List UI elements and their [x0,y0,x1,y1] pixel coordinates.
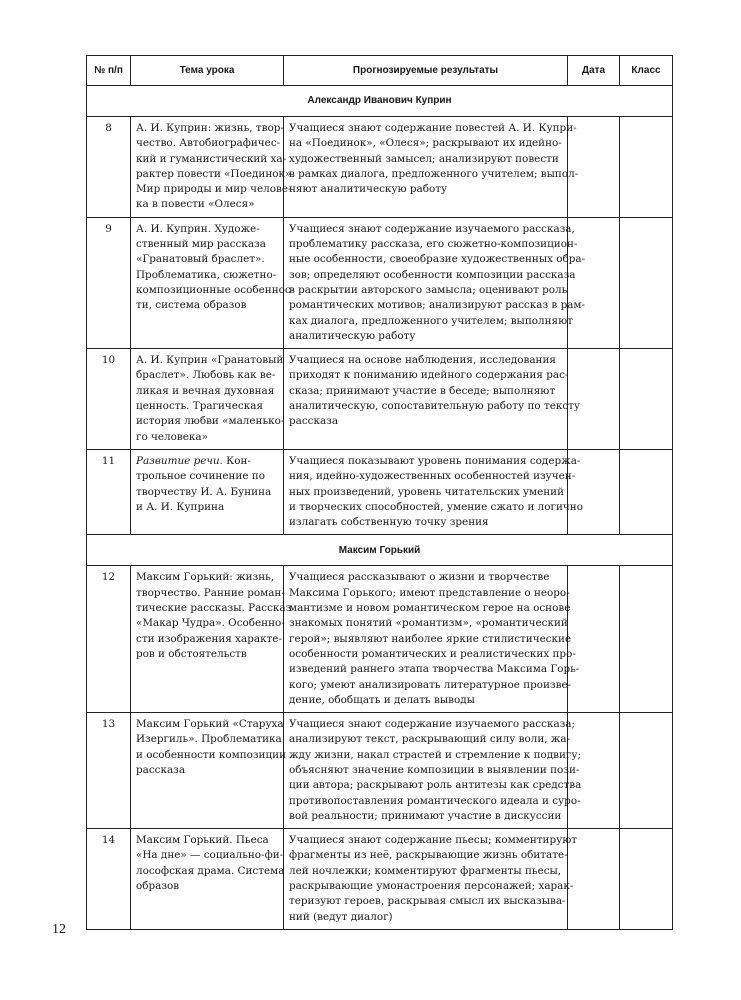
result-line: дение, обобщать и делать выводы [289,693,475,706]
result-line: мантизме и новом романтическом герое на основе [289,602,571,615]
topic-line: браслет». Любовь как ве- [136,369,276,382]
topic-line: «На дне» — социально-фи- [136,849,284,862]
lesson-topic [131,566,292,713]
class-cell [620,449,673,534]
topic-line: Максим Горький: жизнь, [136,571,275,584]
result-line: Учащиеся знают содержание изучаемого рассказа, [289,222,575,235]
topic-line: А. И. Куприн: жизнь, твор- [136,122,284,134]
row-number: 11 [87,449,131,534]
result-line: Учащиеся знают содержание пьесы; комментируют [289,834,578,847]
date-cell [568,566,620,713]
result-line: изведений раннего этапа творчества Максима Горь- [289,663,580,676]
topic-line: композиционные особеннос- [136,283,295,296]
result-line: художественный замысел; анализируют повести [289,152,559,165]
speech-development-label: Развитие речи [136,454,220,467]
result-line: ках диалога, предложенного учителем; выполняют [289,314,573,327]
topic-line: и особенности композиции [136,748,287,761]
topic-line: Проблематика, сюжетно- [136,268,277,281]
result-line: проблематику рассказа, его сюжетно-композицион- [289,238,578,251]
table-row [87,349,673,450]
result-line: аналитическую, сопоставительную работу по тексту [289,400,581,413]
topic-line: чество. Автобиографичес- [136,137,281,150]
row-number: 13 [87,713,131,829]
class-cell [620,829,673,930]
header-date: Дата [568,56,620,86]
topic-line: ров и обстоятельств [136,647,247,660]
result-line: знакомых понятий «романтизм», «романтический [289,617,568,630]
section-header-kuprin [87,86,673,117]
result-line: на «Поединок», «Олеся»; раскрывают их идейно- [289,137,562,150]
result-line: и творческих способностей, умение сжато и логично [289,500,583,513]
date-cell [568,217,620,348]
result-line: кого; умеют анализировать литературное произве- [289,678,572,691]
result-line: Учащиеся знают содержание повестей А. И. Купри- [289,122,577,134]
topic-line: «Макар Чудра». Особенно- [136,617,285,630]
result-line: вой реальности; принимают участие в дискуссии [289,809,562,822]
class-cell [620,566,673,713]
topic-line: сти изображения характе- [136,632,282,645]
row-number: 9 [87,217,131,348]
result-line: аналитическую работу [289,329,416,342]
topic-line: и А. И. Куприна [136,500,225,513]
table-row [87,829,673,930]
topic-line: А. И. Куприн «Гранатовый [136,354,284,367]
result-line: объясняют значение композиции в выявлении пози- [289,763,580,776]
result-line: излагать собственную точку зрения [289,516,489,529]
header-topic: Тема урока [131,56,284,86]
table-row [87,566,673,713]
expected-results [284,217,586,348]
result-line: в раскрытии авторского замысла; оценивают роль [289,283,568,296]
topic-line: история любви «маленько- [136,415,285,428]
row-number: 12 [87,566,131,713]
topic-line: трольное сочинение по [136,470,265,483]
expected-results [284,349,581,450]
topic-line [136,454,278,469]
result-line: ции автора; раскрывают роль антитезы как средства [289,779,582,792]
topic-line: Изергиль». Проблематика [136,733,282,746]
topic-line: творчество. Ранние роман- [136,586,285,599]
section-title: Александр Иванович Куприн [87,86,673,117]
section-header-gorky [87,535,673,566]
result-line: сказа; принимают участие в беседе; выполняют [289,384,556,397]
result-line: теризуют героев, раскрывая смысл их высказыва- [289,895,566,908]
topic-line: А. И. Куприн. Художе- [136,222,260,235]
table-header-row [87,56,673,86]
table-row [87,217,673,348]
row-number: 8 [87,117,131,218]
result-line: Учащиеся рассказывают о жизни и творчестве [289,571,550,584]
result-line: герой»; выявляют наиболее яркие стилистические [289,632,572,645]
header-results: Прогнозируемые результаты [284,56,568,86]
result-line: в рамках диалога, предложенного учителем; выпол- [289,167,579,180]
topic-line: рассказа [136,763,186,776]
result-line: приходят к пониманию идейного содержания рас- [289,369,569,382]
lesson-topic [131,349,284,450]
topic-line: «Гранатовый браслет». [136,253,265,266]
result-line: противопоставления романтического идеала и суро- [289,794,581,807]
topic-line: ликая и вечная духовная [136,384,275,397]
lesson-topic [131,713,287,829]
lesson-plan-table [86,55,673,930]
result-line: Максима Горького; имеют представление о неоро- [289,586,570,599]
topic-line: образов [136,880,180,893]
expected-results [284,829,578,930]
expected-results [284,117,579,218]
topic-line: Максим Горький. Пьеса [136,834,269,847]
lesson-topic [131,217,295,348]
row-number: 10 [87,349,131,450]
topic-line: го человека» [136,430,208,443]
row-number: 14 [87,829,131,930]
lesson-topic [131,449,284,534]
table-row [87,713,673,829]
result-line: рассказа [289,415,339,428]
result-line: Учащиеся знают содержание изучаемого рассказа; [289,718,575,731]
class-cell [620,217,673,348]
result-line: ний (ведут диалог) [289,910,393,923]
result-line: фрагменты из неё, раскрывающие жизнь обитате- [289,849,568,862]
section-title: Максим Горький [87,535,673,566]
result-line: лей ночлежки; комментируют фрагменты пьесы, [289,864,562,877]
page-number: 12 [52,922,66,937]
topic-line: ственный мир рассказа [136,238,266,251]
result-line: романтических мотивов; анализируют рассказ в рам- [289,299,586,312]
result-line: особенности романтических и реалистических про- [289,647,576,660]
result-line: няют аналитическую работу [289,183,448,196]
result-line: жду жизни, накал страстей и стремление к подвигу; [289,748,581,761]
result-line: раскрывающие умонастроения персонажей; харак- [289,880,574,893]
topic-line: кий и гуманистический ха- [136,152,287,165]
topic-line-rest: . Кон- [219,454,251,467]
result-line: Учащиеся на основе наблюдения, исследования [289,354,556,367]
topic-line: творчеству И. А. Бунина [136,485,272,498]
expected-results [284,449,583,534]
topic-line: Максим Горький «Старуха [136,718,284,731]
result-line: ных произведений, уровень читательских умений [289,485,565,498]
table-row [87,117,673,218]
class-cell [620,117,673,218]
lesson-topic [131,117,295,218]
result-line: зов; определяют особенности композиции рассказа [289,268,576,281]
result-line: ные особенности, своеобразие художественных обра- [289,253,586,266]
topic-line: ка в повести «Олеся» [136,198,255,211]
class-cell [620,713,673,829]
topic-line: Мир природы и мир челове- [136,183,292,196]
table-row [87,449,673,534]
expected-results [284,713,582,829]
class-cell [620,349,673,450]
result-line: Учащиеся показывают уровень понимания содержа- [289,454,581,467]
topic-line: рактер повести «Поединок». [136,167,295,180]
lesson-topic [131,829,284,930]
expected-results [284,566,580,713]
result-line: анализируют текст, раскрывающий силу воли, жа- [289,733,571,746]
topic-line: ти, система образов [136,299,247,312]
result-line: ния, идейно-художественных особенностей изучен- [289,470,576,483]
topic-line: ценность. Трагическая [136,400,263,413]
topic-line: тические рассказы. Рассказ [136,602,292,615]
header-num: № п/п [87,56,131,86]
topic-line: лософская драма. Система [136,864,285,877]
header-class: Класс [620,56,673,86]
